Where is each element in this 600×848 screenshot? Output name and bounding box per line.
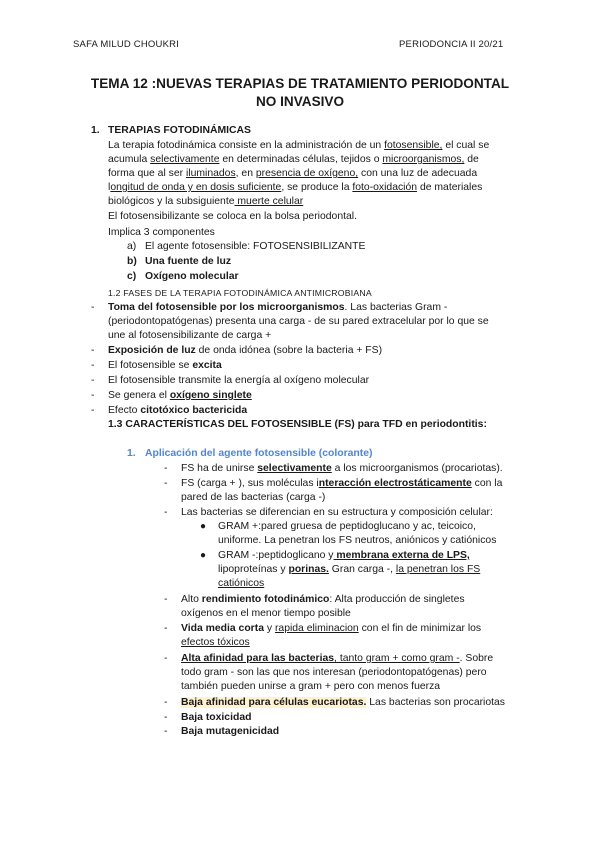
components-intro: Implica 3 componentes: [108, 227, 215, 238]
gram-negative-line-3: catiónicos: [218, 578, 265, 589]
text: en determinadas células, tejidos o: [219, 154, 383, 165]
text: La terapia fotodinámica consiste en la administración de un: [108, 140, 385, 151]
app-item-7: [181, 696, 505, 710]
text: , se produce la: [281, 182, 353, 193]
app-item-4-line-2: oxígenos en el menor tiempo posible: [181, 608, 351, 619]
component-label-b: b): [127, 256, 137, 267]
dash-bullet: -: [91, 405, 95, 416]
intro-line-2: [108, 153, 479, 167]
app-item-6-line-2: todo gram - son las que nos interesan (periodontopatógenas) pero: [181, 667, 487, 678]
dash-bullet: -: [91, 375, 95, 386]
component-text-b: Una fuente de luz: [145, 256, 232, 267]
text-underlined: la penetran los FS: [395, 564, 481, 575]
phase-1-line-3: une al fotosensibilizante de carga +: [108, 330, 272, 341]
text: : Alta producción de singletes: [329, 594, 465, 605]
text-underlined: foto-oxidación: [352, 182, 418, 193]
text-underlined: fotosensible,: [384, 140, 443, 151]
text-bold: Exposición de luz: [108, 345, 196, 356]
placement-text: El fotosensibilizante se coloca en la bolsa periodontal.: [108, 211, 357, 222]
text-underlined: microorganismos,: [382, 154, 465, 165]
dash-bullet: -: [91, 345, 95, 356]
dash-bullet: -: [164, 594, 168, 605]
phase-5: [108, 389, 252, 403]
text: con la: [471, 478, 503, 489]
app-item-8: Baja toxicidad: [181, 712, 252, 723]
dash-bullet: -: [164, 507, 168, 518]
text: el cual se: [442, 140, 490, 151]
phase-1-line-1: [108, 301, 447, 315]
intro-line-4: [108, 181, 482, 195]
text: Las bacterias son procariotas: [366, 697, 506, 708]
phase-1-line-2: (periodontopatógenas) presenta una carga - de su pared extracelular por lo que se: [108, 316, 489, 327]
text: . Sobre: [459, 653, 494, 664]
gram-negative-line-1: [218, 549, 470, 563]
text-bold-underlined: nteracción electrostáticamente: [318, 478, 472, 489]
text: FS ha de unirse: [181, 463, 258, 474]
text-underlined: muerte celular: [234, 196, 304, 207]
text: y: [263, 623, 275, 634]
dash-bullet: -: [164, 478, 168, 489]
app-item-2-line-1: [181, 477, 502, 491]
dash-bullet: -: [91, 360, 95, 371]
dash-bullet: -: [164, 463, 168, 474]
app-item-6-line-1: [181, 652, 493, 666]
app-item-5-line-2: efectos tóxicos: [181, 637, 250, 648]
component-text-a: [145, 240, 365, 254]
app-item-4-line-1: [181, 593, 465, 607]
text-bold-highlighted: Baja afinidad para células eucariotas.: [181, 697, 367, 708]
app-item-5-line-1: [181, 622, 481, 636]
title-line-2: NO INVASIVO: [255, 94, 345, 109]
app-item-1: [181, 462, 503, 476]
app-item-3: Las bacterias se diferencian en su estructura y composición celular:: [181, 507, 493, 518]
text-bold: Vida media corta: [181, 623, 264, 634]
dash-bullet: -: [164, 726, 168, 737]
dash-bullet: -: [164, 712, 168, 723]
page-title: [60, 75, 540, 111]
phase-4: El fotosensible transmite la energía al oxígeno molecular: [108, 375, 370, 386]
application-heading: Aplicación del agente fotosensible (colorante): [145, 448, 373, 459]
text: a los microorganismos (procariotas).: [331, 463, 503, 474]
dash-bullet: -: [164, 623, 168, 634]
text-underlined: ongitud de onda y en dosis suficiente: [110, 182, 282, 193]
app-item-2-line-2: pared de las bacterias (carga -): [181, 492, 326, 503]
component-label-a: a): [127, 241, 137, 252]
characteristics-heading: 1.3 CARACTERÍSTICAS DEL FOTOSENSIBLE (FS) para TFD en periodontitis:: [108, 419, 487, 430]
text-bold-underlined: porinas.: [288, 564, 329, 575]
text: GRAM -:peptidoglicano y: [218, 550, 334, 561]
phase-2: [108, 344, 382, 358]
text: de onda idónea (sobre la bacteria + FS): [195, 345, 383, 356]
text: Efecto: [108, 405, 141, 416]
text: forma que al ser: [108, 168, 186, 179]
gram-positive-line-2: uniforme. La penetran los FS neutros, aniónicos y catiónicos: [218, 535, 497, 546]
text: con una luz de adecuada: [358, 168, 478, 179]
text-bold: Toma del fotosensible por los microorganismos: [108, 302, 345, 313]
header-author: SAFA MILUD CHOUKRI: [73, 39, 180, 50]
text-bold-underlined: membrana externa de LPS,: [333, 550, 470, 561]
text: de: [464, 154, 479, 165]
app-item-9: Baja mutagenicidad: [181, 726, 280, 737]
text-underlined: selectivamente: [150, 154, 220, 165]
phase-6: [108, 404, 247, 418]
text-bold-underlined: selectivamente: [257, 463, 332, 474]
text: de materiales: [417, 182, 483, 193]
text-underlined: iluminados: [185, 168, 236, 179]
text: , en: [235, 168, 256, 179]
dash-bullet: -: [91, 390, 95, 401]
phases-heading: 1.2 FASES DE LA TERAPIA FOTODINÁMICA ANTIMICROBIANA: [108, 288, 372, 298]
circle-bullet: ●: [200, 550, 207, 561]
title-line-1: TEMA 12 :NUEVAS TERAPIAS DE TRATAMIENTO PERIODONTAL: [90, 76, 510, 91]
text: El agente fotosensible: FOTOSENSIBILIZANTE: [145, 241, 366, 252]
text: lipoproteínas y: [218, 564, 289, 575]
text-bold: excita: [192, 360, 222, 371]
circle-bullet: ●: [200, 521, 207, 532]
dash-bullet: -: [91, 302, 95, 313]
phase-3: [108, 359, 222, 373]
text: Se genera el: [108, 390, 170, 401]
section-1-heading: TERAPIAS FOTODINÁMICAS: [108, 125, 251, 136]
text-underlined: presencia de oxígeno,: [255, 168, 359, 179]
text: l: [108, 182, 111, 193]
gram-positive-line-1: GRAM +:pared gruesa de peptidoglucano y ac, teicoico,: [218, 521, 476, 532]
section-1-number: 1.: [91, 125, 100, 136]
text-underlined: rapida eliminacion: [274, 623, 359, 634]
text: El fotosensible se: [108, 360, 193, 371]
component-text-c: Oxígeno molecular: [145, 271, 239, 282]
dash-bullet: -: [164, 697, 168, 708]
text: FS (carga + ), sus moléculas i: [181, 478, 319, 489]
text-underlined: , tanto gram + como gram -: [334, 653, 460, 664]
intro-line-5: [108, 195, 303, 209]
text: con el fin de minimizar los: [358, 623, 482, 634]
text-bold: rendimiento fotodinámico: [201, 594, 330, 605]
header-course: PERIODONCIA II 20/21: [399, 39, 504, 50]
text: Alto: [181, 594, 202, 605]
dash-bullet: -: [164, 653, 168, 664]
application-number: 1.: [127, 448, 136, 459]
text-bold: citotóxico bactericida: [140, 405, 248, 416]
intro-line-1: [108, 139, 489, 153]
intro-line-3: [108, 167, 477, 181]
text: acumula: [108, 154, 151, 165]
text-bold-underlined: Alta afinidad para las bacterias: [181, 653, 335, 664]
app-item-6-line-3: también pueden unirse a gram + pero con menos fuerza: [181, 681, 441, 692]
text: . Las bacterias Gram -: [344, 302, 448, 313]
gram-negative-line-2: [218, 563, 480, 577]
component-label-c: c): [127, 271, 137, 282]
text-bold-underlined: oxígeno singlete: [169, 390, 252, 401]
text: Gran carga -,: [328, 564, 396, 575]
text: biológicos y la subsiguiente: [108, 196, 235, 207]
